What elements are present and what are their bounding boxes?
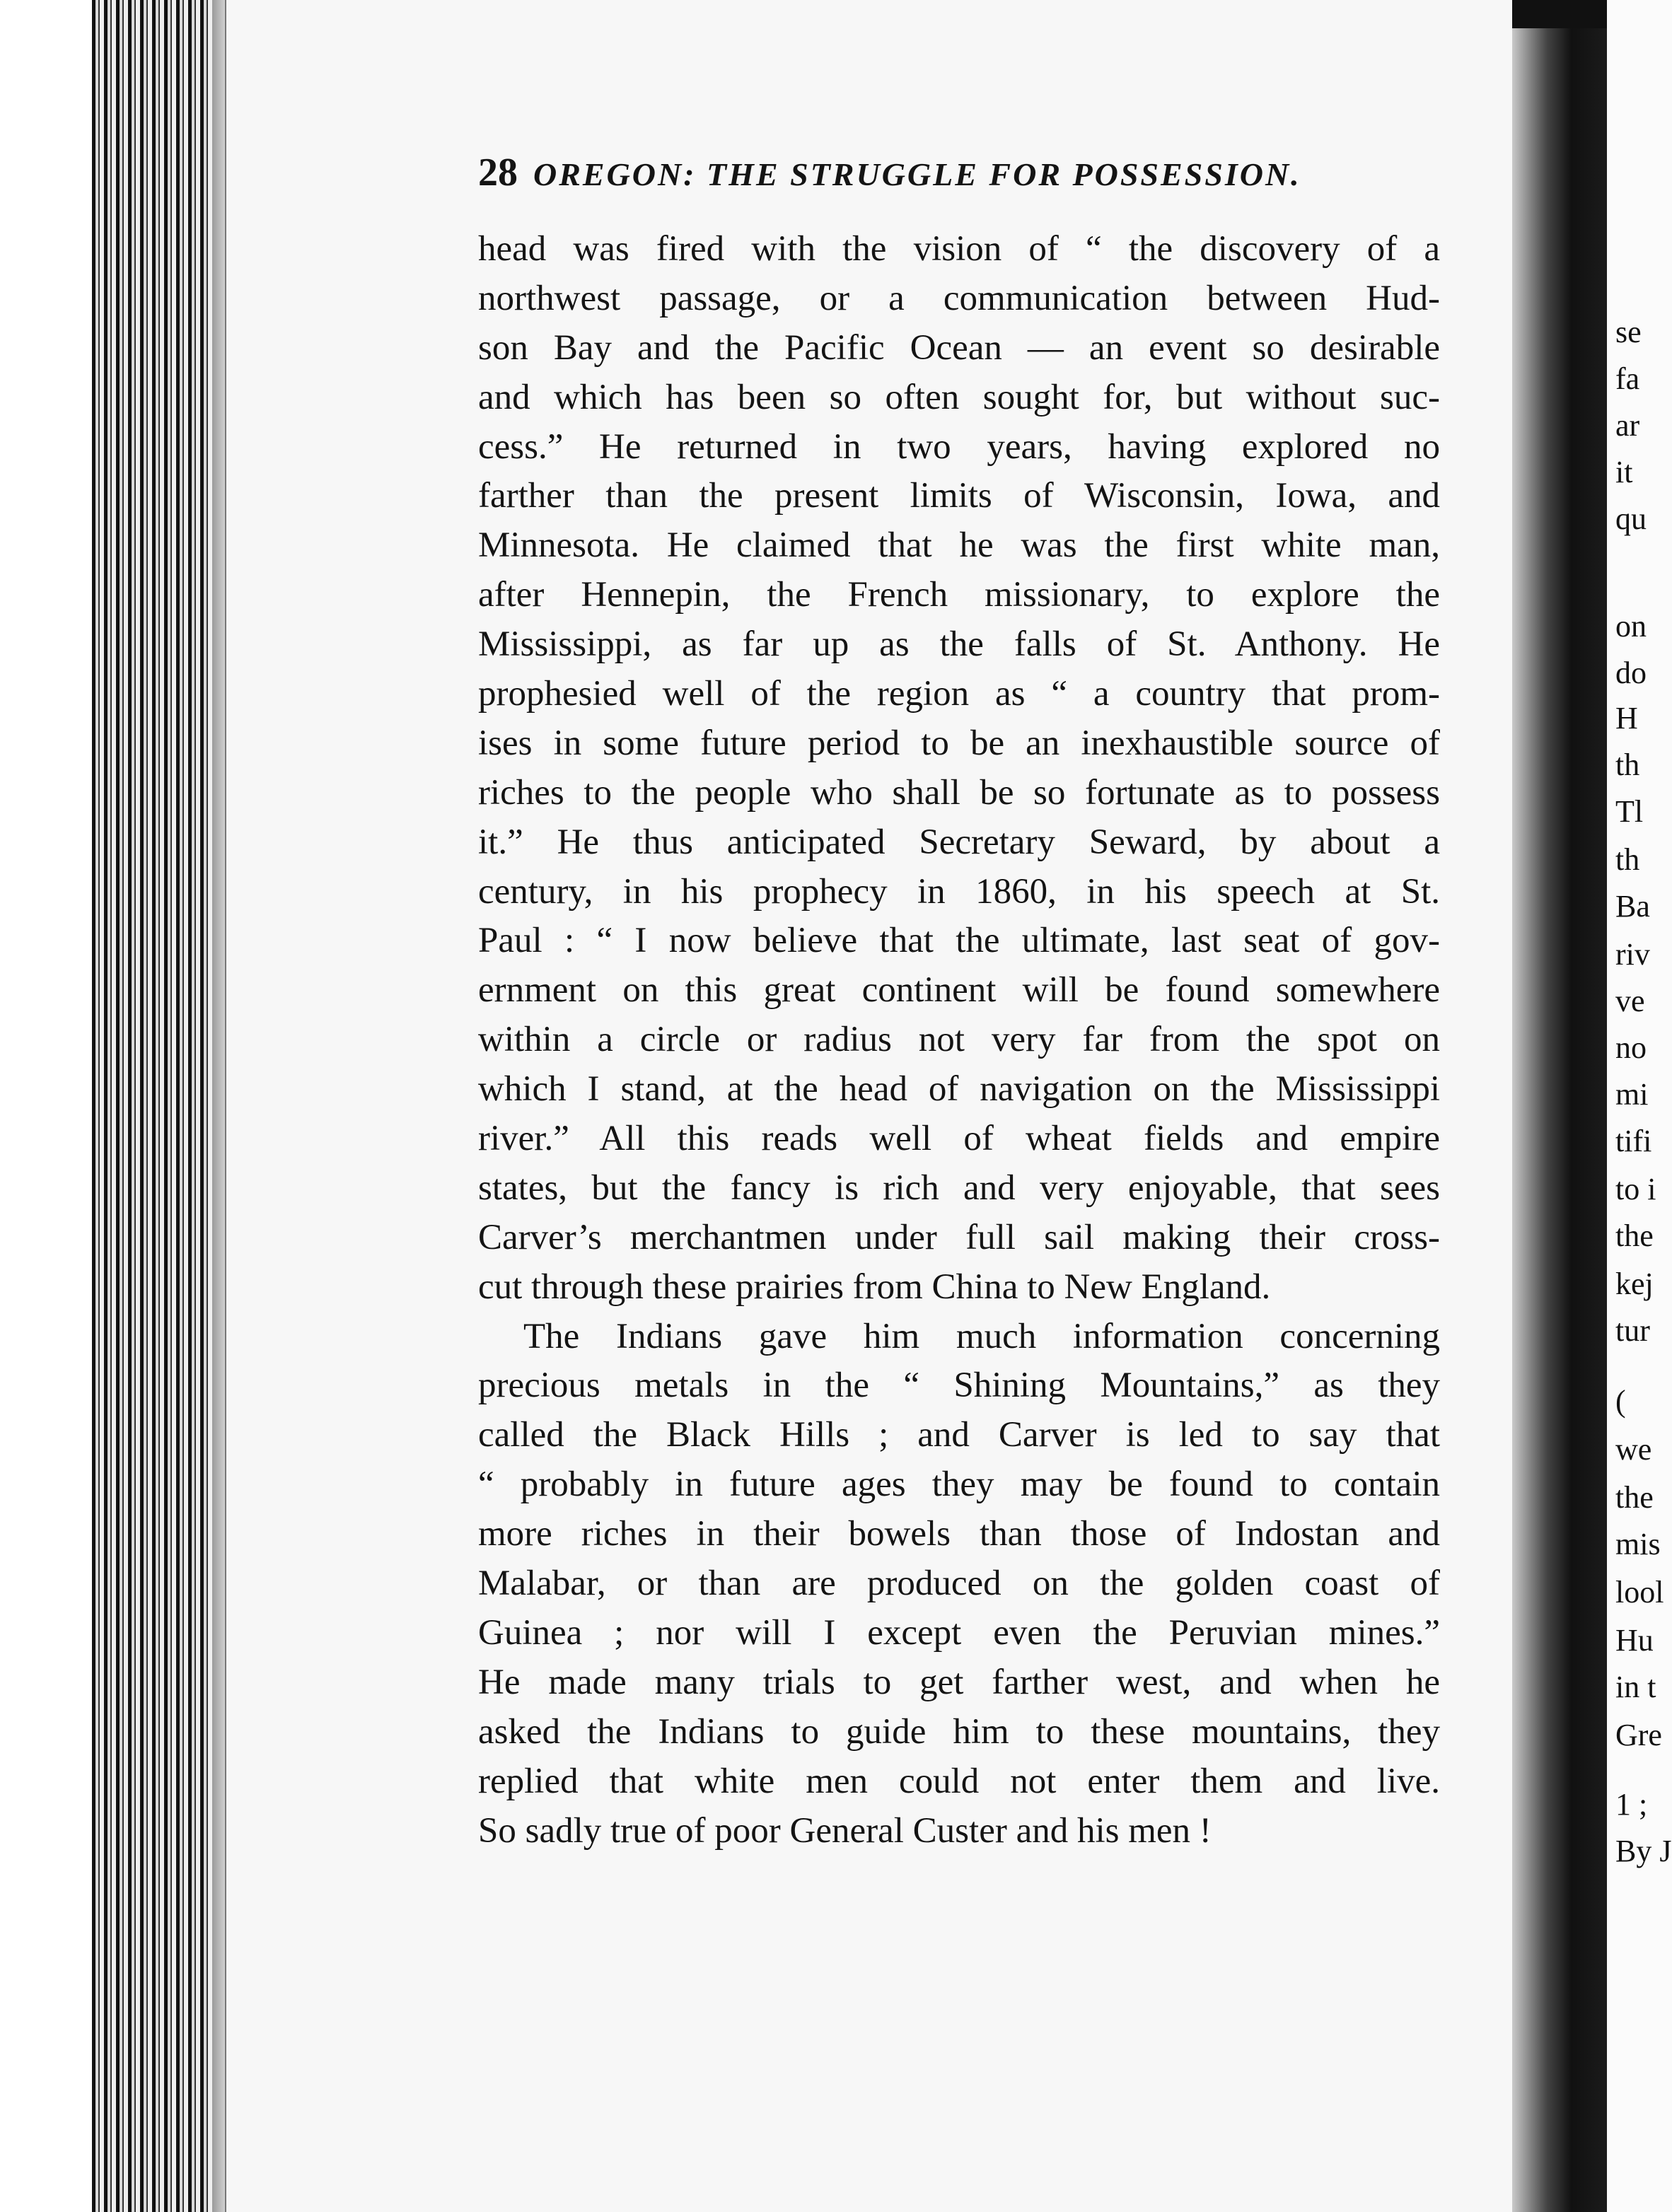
facing-page-fragment: tifi — [1615, 1124, 1652, 1158]
facing-page-fragment: no — [1615, 1030, 1647, 1065]
text-line: Carver’s merchantmen under full sail making their cross- — [478, 1217, 1440, 1257]
text-line: “ probably in future ages they may be found to contain — [478, 1465, 1440, 1505]
text-line: and which has been so often sought for, but without suc- — [478, 377, 1440, 417]
text-line: river.” All this reads well of wheat fields and empire — [478, 1119, 1440, 1159]
text-line: asked the Indians to guide him to these mountains, they — [478, 1711, 1440, 1752]
facing-page-fragment: 1 ; — [1615, 1787, 1648, 1822]
facing-page-fragment: qu — [1615, 501, 1647, 536]
text-line: more riches in their bowels than those of Indostan and — [478, 1514, 1440, 1554]
facing-page-fragment: Hu — [1615, 1623, 1654, 1658]
text-line: it.” He thus anticipated Secretary Seward, by about a — [478, 822, 1440, 862]
facing-page-fragment: on — [1615, 609, 1647, 644]
text-line: precious metals in the “ Shining Mountains,” as they — [478, 1366, 1440, 1406]
text-line: Minnesota. He claimed that he was the first white man, — [478, 525, 1440, 566]
text-line: ises in some future period to be an inexhaustible source of — [478, 723, 1440, 763]
book-gutter — [1512, 0, 1611, 2212]
text-line: Mississippi, as far up as the falls of St. Anthony. He — [478, 624, 1440, 665]
facing-page-fragment: Tl — [1615, 794, 1644, 829]
facing-page-fragment: ( — [1615, 1384, 1626, 1419]
text-line: ernment on this great continent will be found somewhere — [478, 970, 1440, 1011]
facing-page-fragment: to i — [1615, 1172, 1656, 1206]
facing-page-fragment: the — [1615, 1480, 1654, 1515]
text-line: cess.” He returned in two years, having explored no — [478, 426, 1440, 467]
text-line: So sadly true of poor General Custer and his men ! — [478, 1810, 1212, 1851]
text-line: prophesied well of the region as “ a country that prom- — [478, 674, 1440, 714]
facing-page-fragment: fa — [1615, 361, 1640, 396]
text-line: after Hennepin, the French missionary, to explore the — [478, 575, 1440, 615]
text-line: Guinea ; nor will I except even the Peruvian mines.” — [478, 1612, 1440, 1653]
facing-page-fragment: we — [1615, 1432, 1652, 1467]
page-header — [478, 150, 1454, 192]
left-margin — [0, 0, 99, 2212]
facing-page-fragment: the — [1615, 1218, 1654, 1253]
body-text — [478, 225, 1440, 1856]
facing-page-fragment: By J — [1615, 1834, 1672, 1868]
text-line: called the Black Hills ; and Carver is led to say that — [478, 1415, 1440, 1455]
facing-page-fragment: tur — [1615, 1313, 1650, 1348]
text-line: northwest passage, or a communication between Hud- — [478, 278, 1440, 318]
text-line: replied that white men could not enter them and live. — [478, 1761, 1440, 1801]
facing-page-fragment: mi — [1615, 1077, 1649, 1112]
text-line: Malabar, or than are produced on the golden coast of — [478, 1564, 1440, 1604]
text-line: century, in his prophecy in 1860, in his speech at St. — [478, 871, 1440, 912]
facing-page-fragment: Ba — [1615, 889, 1650, 924]
facing-page-fragment: th — [1615, 747, 1640, 782]
text-line: cut through these prairies from China to New England. — [478, 1267, 1271, 1307]
text-line: He made many trials to get farther west, and when he — [478, 1662, 1440, 1702]
page-edges-stack — [92, 0, 226, 2212]
facing-page-fragment: kej — [1615, 1267, 1654, 1301]
text-line: riches to the people who shall be so fortunate as to possess — [478, 772, 1440, 813]
page-number: 28 — [478, 151, 518, 194]
facing-page-fragment: H — [1615, 701, 1638, 735]
facing-page-fragment: it — [1615, 455, 1633, 489]
text-line: states, but the fancy is rich and very enjoyable, that sees — [478, 1168, 1440, 1208]
facing-page-fragment: ar — [1615, 408, 1640, 443]
text-line: Paul : “ I now believe that the ultimate, last seat of gov- — [478, 921, 1440, 961]
facing-page-fragment: lool — [1615, 1575, 1664, 1609]
text-line: within a circle or radius not very far from the spot on — [478, 1020, 1440, 1060]
text-line: farther than the present limits of Wisconsin, Iowa, and — [478, 476, 1440, 516]
facing-page-fragment: in t — [1615, 1670, 1656, 1704]
facing-page-fragment: ve — [1615, 984, 1645, 1018]
facing-page-fragment: mis — [1615, 1527, 1661, 1561]
facing-page-fragment: do — [1615, 656, 1647, 690]
text-line: son Bay and the Pacific Ocean — an event so desirable — [478, 327, 1440, 368]
facing-page-fragment: riv — [1615, 937, 1650, 972]
facing-page-fragment: se — [1615, 315, 1642, 349]
text-line: head was fired with the vision of “ the discovery of a — [478, 229, 1440, 269]
facing-page-fragment: Gre — [1615, 1718, 1662, 1752]
facing-page-fragment: th — [1615, 842, 1640, 877]
text-line: which I stand, at the head of navigation on the Mississippi — [478, 1069, 1440, 1110]
text-line: The Indians gave him much information concerning — [523, 1316, 1440, 1356]
running-head: OREGON: THE STRUGGLE FOR POSSESSION. — [533, 156, 1301, 192]
